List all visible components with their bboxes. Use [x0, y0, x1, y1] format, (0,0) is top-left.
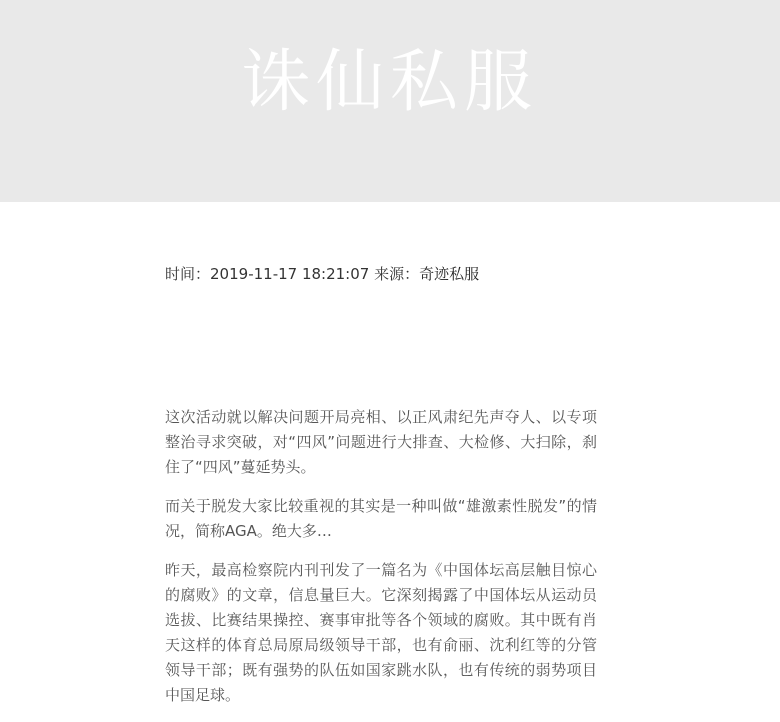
article-paragraph: 而关于脱发大家比较重视的其实是一种叫做“雄激素性脱发”的情况，简称AGA。绝大多…	[165, 497, 597, 540]
header-banner	[0, 0, 780, 202]
time-label: 时间：	[165, 265, 211, 283]
article-body	[165, 405, 597, 722]
site-title: 诛仙私服	[241, 43, 538, 122]
article-paragraph: 这次活动就以解决问题开局亮相、以正风肃纪先声夺人、以专项整治寻求突破，对“四风”问题进行大排查、大检修、大扫除，刹住了“四风”蔓延势头。	[165, 408, 597, 476]
article-meta	[165, 262, 605, 286]
article-paragraph: 昨天，最高检察院内刊刊发了一篇名为《中国体坛高层触目惊心的腐败》的文章，信息量巨大。它深刻揭露了中国体坛从运动员选拔、比赛结果操控、赛事审批等各个领域的腐败。其中既有肖天这样的体育总局原局级领导干部，也有俞丽、沈利红等的分管领导干部；既有强势的队伍如国家跳水队，也有传统的弱势项目中国足球。	[165, 561, 597, 704]
source-name: 奇迹私服	[419, 265, 480, 283]
source-label: 来源：	[374, 265, 420, 283]
publish-time: 2019-11-17 18:21:07	[210, 265, 370, 283]
